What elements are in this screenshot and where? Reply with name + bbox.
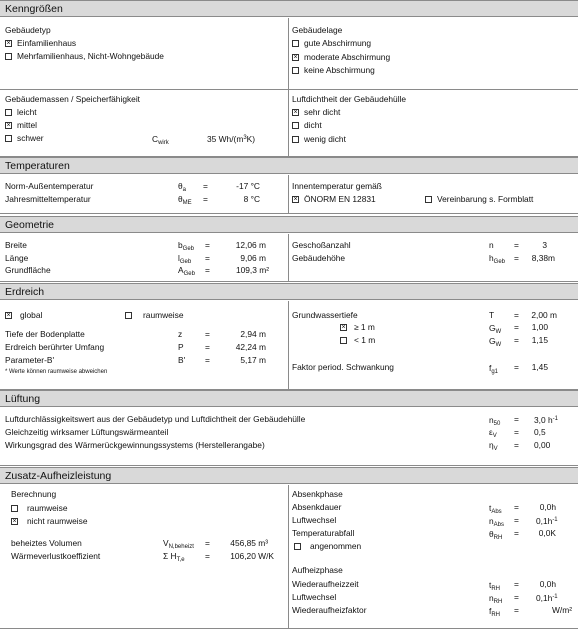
wa-luft-value: $0,1h^{-1}$ [536, 593, 558, 603]
abs-temp-label: Temperaturabfall [292, 528, 355, 538]
jahr-value: 8 °C [243, 194, 260, 204]
wa-zeit-symbol: $t_{RH}$ [489, 580, 500, 592]
abs-dauer-label: Absenkdauer [292, 502, 342, 512]
wa-faktor-value: W/m² [552, 605, 572, 615]
wa-luft-symbol: $n_{RH}$ [489, 593, 503, 605]
geschoss-symbol: n [489, 240, 494, 250]
eta-value: 0,00 [534, 440, 551, 450]
gw-label: Grundwassertiefe [292, 310, 358, 320]
gute-abschirmung-label: gute Abschirmung [304, 38, 372, 48]
zusatz-raumweise-label: raumweise [27, 503, 68, 513]
abs-dauer-symbol: $t_{Abs}$ [489, 503, 502, 515]
section-title: Lüftung [5, 393, 41, 405]
erdreich-note: * Werte können raumweise abweichen [5, 369, 108, 375]
keine-abschirmung-label: keine Abschirmung [304, 65, 375, 75]
zusatz-raumweise-checkbox[interactable] [11, 505, 18, 512]
absenk-title: Absenkphase [292, 489, 343, 499]
ge1m-label: ≥ 1 m [354, 322, 375, 332]
breite-value: 12,06 m [235, 240, 266, 250]
gw1-value: 1,00 [531, 322, 548, 332]
param-value: 5,17 m [240, 355, 266, 365]
leicht-label: leicht [17, 107, 37, 117]
oenorm-checkbox[interactable] [292, 196, 299, 203]
faktor-label: Faktor period. Schwankung [292, 362, 394, 372]
laenge-value: 9,06 m [240, 253, 266, 263]
lt1m-checkbox[interactable] [340, 337, 347, 344]
norm-value: -17 °C [236, 181, 260, 191]
wa-zeit-eq: = [514, 579, 519, 589]
n50-symbol: $n_{50}$ [489, 415, 501, 427]
abs-luft-symbol: $n_{Abs}$ [489, 516, 505, 528]
dicht-label: dicht [304, 120, 322, 130]
umfang-symbol: P [178, 342, 184, 352]
tiefe-eq: = [205, 329, 210, 339]
n50-value: 3,0 $h^{-1}$ [534, 415, 558, 425]
dicht-checkbox[interactable] [292, 122, 299, 129]
abs-temp-eq: = [514, 528, 519, 538]
mehrfamilienhaus-checkbox[interactable] [5, 53, 12, 60]
moderate-abschirmung-label: moderate Abschirmung [304, 52, 391, 62]
abs-temp-value: 0,0K [538, 528, 556, 538]
lueftung-row2-label: Gleichzeitig wirksamer Lüftungswärmeanteil [5, 427, 169, 437]
einfamilienhaus-label: Einfamilienhaus [17, 38, 77, 48]
hoehe-label: Gebäudehöhe [292, 253, 346, 263]
grund-eq: = [205, 265, 210, 275]
gw2-eq: = [514, 335, 519, 345]
param-eq: = [205, 355, 210, 365]
gute-abschirmung-checkbox[interactable] [292, 40, 299, 47]
gw1-eq: = [514, 322, 519, 332]
norm-eq: = [203, 181, 208, 191]
tiefe-value: 2,94 m [240, 329, 266, 339]
cwirk-value: 35 $Wh/(m^3K)$ [207, 134, 256, 144]
epsilon-value: 0,5 [534, 427, 546, 437]
param-symbol: B' [178, 355, 186, 365]
section-header-kenngroessen [0, 0, 578, 17]
vol-value: 456,85 m³ [230, 538, 268, 548]
keine-abschirmung-checkbox[interactable] [292, 67, 299, 74]
abs-dauer-value: 0,0h [539, 502, 556, 512]
sehr-dicht-checkbox[interactable] [292, 109, 299, 116]
gebaeudelage-label: Gebäudelage [292, 25, 343, 35]
vereinbarung-label: Vereinbarung s. Formblatt [437, 194, 534, 204]
wv-value: 106,20 W/K [230, 551, 274, 561]
wenig-dicht-checkbox[interactable] [292, 136, 299, 143]
lueftung-row3-label: Wirkungsgrad des Wärmerückgewinnungssystems (Herstellerangabe) [5, 440, 265, 450]
param-label: Parameter-B' [5, 355, 55, 365]
wa-zeit-value: 0,0h [539, 579, 556, 589]
section-header-temperaturen [0, 157, 578, 174]
breite-symbol: $b_{Geb}$ [178, 240, 195, 252]
hoehe-symbol: $h_{Geb}$ [489, 253, 506, 265]
breite-eq: = [205, 240, 210, 250]
geschoss-label: Geschoßanzahl [292, 240, 351, 250]
faktor-eq: = [514, 362, 519, 372]
wa-faktor-label: Wiederaufheizfaktor [292, 605, 367, 615]
wv-label: Wärmeverlustkoeffizient [11, 551, 101, 561]
section-title: Erdreich [5, 286, 45, 298]
aufheiz-title: Aufheizphase [292, 565, 343, 575]
mittel-checkbox[interactable] [5, 122, 12, 129]
umfang-value: 42,24 m [235, 342, 266, 352]
section-header-lueftung [0, 390, 578, 407]
gw2-value: 1,15 [531, 335, 548, 345]
wenig-dicht-label: wenig dicht [304, 134, 346, 144]
section-title: Zusatz-Aufheizleistung [5, 470, 112, 482]
oenorm-label: ÖNORM EN 12831 [304, 194, 376, 204]
geschoss-value: 3 [542, 240, 547, 250]
wa-zeit-label: Wiederaufheizzeit [292, 579, 359, 589]
section-header-zusatz [0, 467, 578, 484]
abs-luft-label: Luftwechsel [292, 515, 337, 525]
laenge-eq: = [205, 253, 210, 263]
jahr-label: Jahresmitteltemperatur [5, 194, 91, 204]
grund-value: 109,3 m² [235, 265, 269, 275]
wv-eq: = [205, 551, 210, 561]
breite-label: Breite [5, 240, 27, 250]
nicht-raumweise-label: nicht raumweise [27, 516, 88, 526]
abs-luft-eq: = [514, 515, 519, 525]
raumweise-label: raumweise [143, 310, 184, 320]
grund-label: Grundfläche [5, 265, 51, 275]
sehr-dicht-label: sehr dicht [304, 107, 341, 117]
global-checkbox[interactable] [5, 312, 12, 319]
section-title: Kenngrößen [5, 3, 63, 15]
vol-label: beheiztes Volumen [11, 538, 82, 548]
epsilon-eq: = [514, 427, 519, 437]
raumweise-checkbox[interactable] [125, 312, 132, 319]
abs-luft-value: $0,1h^{-1}$ [536, 516, 558, 526]
gw1-symbol: $G_W$ [489, 323, 502, 335]
norm-label: Norm-Außentemperatur [5, 181, 94, 191]
umfang-eq: = [205, 342, 210, 352]
massen-label: Gebäudemassen / Speicherfähigkeit [5, 94, 141, 104]
angenommen-checkbox[interactable] [294, 543, 301, 550]
tiefe-label: Tiefe der Bodenplatte [5, 329, 85, 339]
jahr-eq: = [203, 194, 208, 204]
epsilon-symbol: $\varepsilon_V$ [489, 427, 497, 439]
section-title: Temperaturen [5, 160, 70, 172]
faktor-value: 1,45 [531, 362, 548, 372]
jahr-symbol: $\theta_{ME}$ [178, 194, 192, 206]
faktor-symbol: $f_{g1}$ [489, 363, 499, 375]
umfang-label: Erdreich berührter Umfang [5, 342, 105, 352]
wa-luft-eq: = [514, 592, 519, 602]
vol-symbol: $V_{N,beheizt}$ [163, 538, 194, 550]
hoehe-eq: = [514, 253, 519, 263]
leicht-checkbox[interactable] [5, 109, 12, 116]
wa-faktor-symbol: $f_{RH}$ [489, 606, 500, 618]
lt1m-label: < 1 m [354, 335, 376, 345]
laenge-label: Länge [5, 253, 29, 263]
berechnung-label: Berechnung [11, 489, 57, 499]
gebaeudetyp-label: Gebäudetyp [5, 25, 51, 35]
lueftung-row1-label: Luftdurchlässigkeitswert aus der Gebäudetyp und Luftdichtheit der Gebäudehülle [5, 414, 306, 424]
cwirk-symbol: $C_{wirk}$ [152, 134, 169, 146]
section-title: Geometrie [5, 219, 55, 231]
luftdichtheit-label: Luftdichtheit der Gebäudehülle [292, 94, 407, 104]
mittel-label: mittel [17, 120, 38, 130]
abs-dauer-eq: = [514, 502, 519, 512]
wa-luft-label: Luftwechsel [292, 592, 337, 602]
wa-faktor-eq: = [514, 605, 519, 615]
einfamilienhaus-checkbox[interactable] [5, 40, 12, 47]
geschoss-eq: = [514, 240, 519, 250]
n50-eq: = [514, 414, 519, 424]
innen-label: Innentemperatur gemäß [292, 181, 382, 191]
global-label: global [20, 310, 43, 320]
wv-symbol: Σ $H_{T,e}$ [163, 551, 185, 563]
vereinbarung-checkbox[interactable] [425, 196, 432, 203]
gw2-symbol: $G_W$ [489, 336, 502, 348]
laenge-symbol: $l_{Geb}$ [178, 253, 192, 265]
gw-symbol: T [489, 310, 495, 320]
schwer-label: schwer [17, 133, 44, 143]
nicht-raumweise-checkbox[interactable] [11, 518, 18, 525]
section-header-erdreich [0, 283, 578, 300]
eta-eq: = [514, 440, 519, 450]
gw-eq: = [514, 310, 519, 320]
norm-symbol: $\theta_a$ [178, 181, 187, 193]
tiefe-symbol: z [178, 329, 183, 339]
hoehe-value: 8,38m [531, 253, 555, 263]
vol-eq: = [205, 538, 210, 548]
section-header-geometrie [0, 216, 578, 233]
mehrfamilienhaus-label: Mehrfamilienhaus, Nicht-Wohngebäude [17, 51, 164, 61]
angenommen-label: angenommen [310, 541, 362, 551]
gw-value: 2,00 m [531, 310, 557, 320]
schwer-checkbox[interactable] [5, 135, 12, 142]
moderate-abschirmung-checkbox[interactable] [292, 54, 299, 61]
eta-symbol: $\eta_V$ [489, 440, 498, 452]
ge1m-checkbox[interactable] [340, 324, 347, 331]
grund-symbol: $A_{Geb}$ [178, 265, 195, 277]
abs-temp-symbol: $\theta_{RH}$ [489, 529, 503, 541]
